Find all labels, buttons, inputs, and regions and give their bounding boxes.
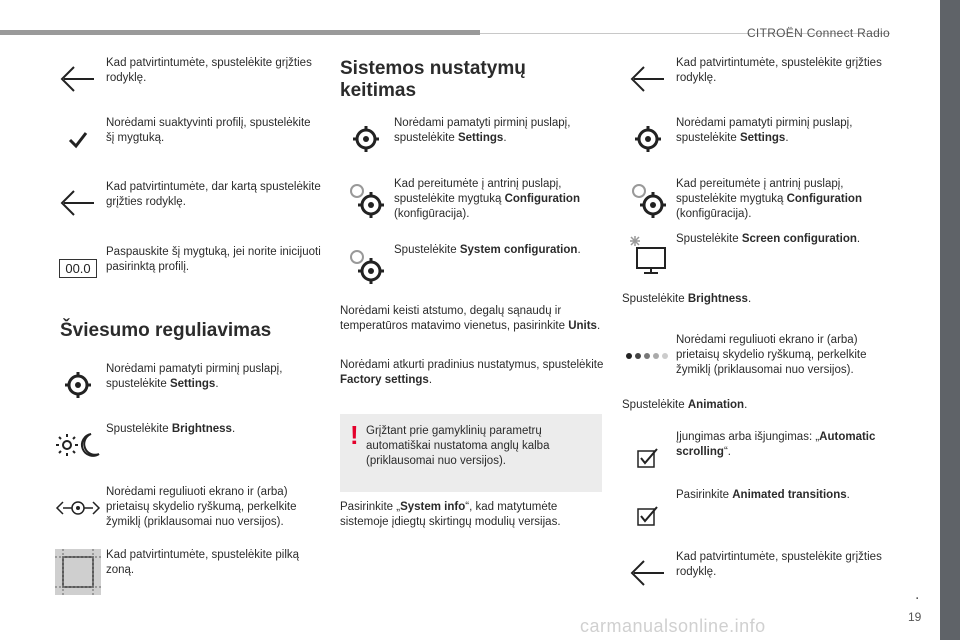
dots-slider-icon[interactable] <box>622 333 674 379</box>
right-item-auto-scroll <box>622 430 890 484</box>
right-item-settings <box>622 116 890 162</box>
screen-configuration-icon[interactable] <box>622 232 674 278</box>
settings-gear-icon[interactable] <box>52 362 104 408</box>
brightness-item-grey-zone <box>52 548 322 596</box>
warning-note <box>340 414 602 492</box>
system-item-settings <box>340 116 605 162</box>
watermark: carmanualsonline.info <box>580 616 766 636</box>
right-item-animated-transitions <box>622 488 890 542</box>
page-dot: . <box>915 586 920 603</box>
system-item-text: Spustelėkite System configuration. <box>394 244 581 256</box>
brightness-item-text: Norėdami reguliuoti ekrano ir (arba) prietaisų skydelio ryškumą, perkelkite žymiklį (priklausomai nuo versijos). <box>106 486 297 528</box>
checkbox-icon[interactable] <box>622 430 674 484</box>
left-item-text: Kad patvirtintumėte, dar kartą spustelėkite grįžties rodyklę. <box>106 181 321 208</box>
brightness-item-select <box>52 422 322 468</box>
right-item-screen-configuration <box>622 232 890 278</box>
right-item-configuration <box>622 177 890 223</box>
warning-icon: ! <box>350 420 359 450</box>
back-arrow-icon[interactable] <box>622 56 674 102</box>
right-brightness-paragraph: Spustelėkite Brightness. <box>622 293 752 305</box>
left-item-text: Kad patvirtintumėte, spustelėkite grįžties rodyklę. <box>106 57 312 84</box>
left-item-confirm <box>52 56 322 102</box>
right-item-text: Pasirinkite Animated transitions. <box>676 489 850 501</box>
right-item-slider <box>622 333 890 379</box>
system-item-text: Kad pereitumėte į antrinį puslapį, spustelėkite mygtuką Configuration (konfigūracija). <box>394 178 580 220</box>
brightness-item-settings <box>52 362 322 408</box>
factory-paragraph: Norėdami atkurti pradinius nustatymus, spustelėkite Factory settings. <box>340 359 604 386</box>
section-title-brightness: Šviesumo reguliavimas <box>60 320 272 341</box>
sysinfo-paragraph: Pasirinkite „System info“, kad matytumėte sistemoje įdiegtų skirtingų modulių versijas. <box>340 501 561 528</box>
right-item-text: Kad patvirtintumėte, spustelėkite grįžties rodyklę. <box>676 551 882 578</box>
brightness-item-text: Kad patvirtintumėte, spustelėkite pilką zoną. <box>106 549 300 576</box>
configuration-gears-icon[interactable] <box>340 177 392 223</box>
right-item-text: Kad patvirtintumėte, spustelėkite grįžties rodyklę. <box>676 57 882 84</box>
grey-zone-icon[interactable] <box>52 548 104 596</box>
warning-note-text: Grįžtant prie gamyklinių parametrų automatiškai nustatoma anglų kalba (priklausomai nuo versijos). <box>366 425 550 467</box>
brightness-item-text: Spustelėkite Brightness. <box>106 423 236 435</box>
brand-title: CITROËN Connect Radio <box>746 26 890 40</box>
reset-button-icon[interactable] <box>52 245 104 291</box>
checkbox-icon[interactable] <box>622 488 674 542</box>
page-number: 19 <box>908 610 922 624</box>
brightness-slider-icon[interactable] <box>52 485 104 531</box>
system-configuration-icon[interactable] <box>340 243 392 289</box>
settings-gear-icon[interactable] <box>340 116 392 162</box>
brightness-item-text: Norėdami pamatyti pirminį puslapį, spustelėkite Settings. <box>106 363 283 390</box>
back-arrow-icon[interactable] <box>52 180 104 226</box>
brightness-sun-moon-icon[interactable] <box>52 422 104 468</box>
back-arrow-icon[interactable] <box>622 550 674 596</box>
checkmark-icon[interactable] <box>52 116 104 162</box>
configuration-gears-icon[interactable] <box>622 177 674 223</box>
right-item-text: Spustelėkite Screen configuration. <box>676 233 861 245</box>
reset-button[interactable]: 00.0 <box>59 259 96 278</box>
top-rule <box>0 30 480 35</box>
system-item-text: Norėdami pamatyti pirminį puslapį, spustelėkite Settings. <box>394 117 571 144</box>
settings-gear-icon[interactable] <box>622 116 674 162</box>
right-animation-paragraph: Spustelėkite Animation. <box>622 399 748 411</box>
left-item-reset <box>52 245 322 291</box>
system-item-configuration <box>340 177 605 223</box>
system-item-system-configuration <box>340 243 605 289</box>
right-item-text: Įjungimas arba išjungimas: „Automatic scrolling“. <box>676 431 876 458</box>
right-item-text: Norėdami pamatyti pirminį puslapį, spustelėkite Settings. <box>676 117 853 144</box>
section-title-system: Sistemos nustatymų keitimas <box>340 58 526 101</box>
right-item-confirm-final <box>622 550 890 596</box>
left-item-confirm-again <box>52 180 322 226</box>
left-item-activate <box>52 116 322 162</box>
units-paragraph: Norėdami keisti atstumo, degalų sąnaudų ir temperatūros matavimo vienetus, pasirinkite Units. <box>340 305 601 332</box>
brightness-item-slider <box>52 485 322 531</box>
right-item-text: Norėdami reguliuoti ekrano ir (arba) prietaisų skydelio ryškumą, perkelkite žymiklį (priklausomai nuo versijos). <box>676 334 867 376</box>
page-side-strip <box>940 0 960 640</box>
left-item-text: Norėdami suaktyvinti profilį, spustelėkite šį mygtuką. <box>106 117 311 144</box>
left-item-text: Paspauskite šį mygtuką, jei norite inicijuoti pasirinktą profilį. <box>106 246 321 273</box>
back-arrow-icon[interactable] <box>52 56 104 102</box>
right-item-confirm <box>622 56 890 102</box>
right-item-text: Kad pereitumėte į antrinį puslapį, spustelėkite mygtuką Configuration (konfigūracija). <box>676 178 862 220</box>
